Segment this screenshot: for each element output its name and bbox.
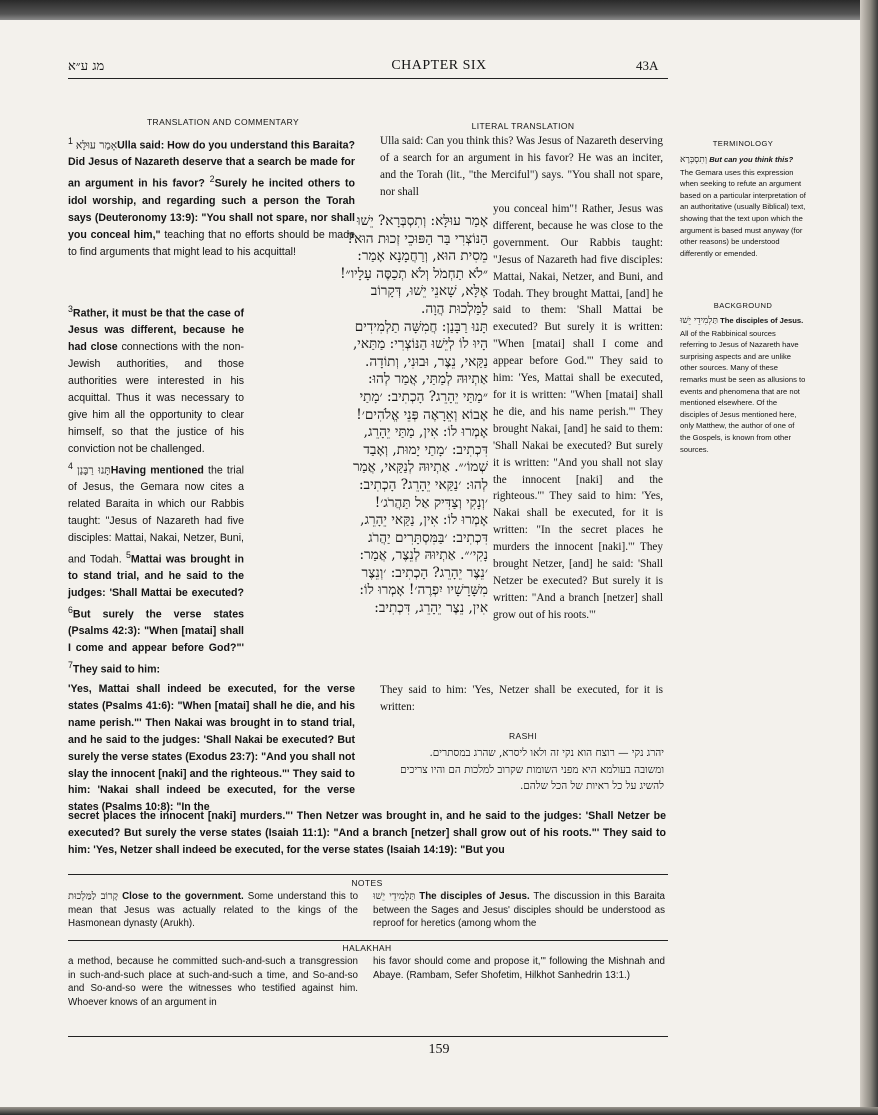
folio-reference: מג ע״א	[68, 59, 105, 74]
scan-right-edge	[860, 0, 878, 1115]
commentary-lower	[68, 681, 355, 816]
background-body: All of the Rabbinical sources referring to Jesus of Nazareth have surprising aspects and are unlike other sources. Many of these remarks must be seen as allusions to events and phenomena that are not mentioned elsewhere. Of the disciples of Jesus mentioned here, only Matthew, the author of one of the Gospels, is known from other sources.	[680, 328, 806, 454]
notes-right-headword: The disciples of Jesus.	[419, 891, 530, 902]
commentary-p2-e: They said to him:	[72, 663, 161, 676]
footer-rule	[68, 1036, 668, 1037]
page-number: 159	[428, 1042, 450, 1057]
commentary-p1-d: Rather, it must be that the case of Jesus was different, because he had close	[68, 307, 244, 354]
page-reference: 43A	[636, 58, 659, 73]
notes-right	[373, 890, 665, 931]
commentary-p2-c: Mattai was brought in to stand trial, and he said to the judges: 'Shall Mattai be executed?	[68, 553, 244, 600]
terminology-entry	[680, 154, 806, 259]
hebrew-line: ״מַתַּי יֵהָרֵג? הָכְתִיב: ׳מָתַי	[359, 388, 488, 405]
commentary-p2-b: the trial of Jesus, the Gemara now cites a related Baraita in which our Rabbis taught: "Jesus of Nazareth had five disciples: Mattai, Nakai, Netzer, Buni, and Todah.	[68, 464, 244, 566]
hebrew-line: נָקִי׳״. אַתְיוּהּ לְנֵצֶר, אֲמַר:	[359, 547, 488, 564]
literal-bottom: They said to him: 'Yes, Netzer shall be executed, for it is written:	[380, 684, 663, 713]
notes-label: NOTES	[351, 878, 383, 888]
hebrew-line: לְהוּ: ׳נַקַּאי יֵהָרֵג? הָכְתִיב:	[358, 476, 488, 493]
notes-right-hebrew: תַּלְמִידֵי יֵשׁוּ	[373, 891, 416, 902]
commentary-p1-a: Ulla said: How do you understand this Baraita? Did Jesus of Nazareth deserve that a search be made for an argument in his favor?	[68, 139, 355, 190]
literal-label: LITERAL TRANSLATION	[471, 121, 575, 131]
hebrew-line: ׳וְנָקִי וְצַדִּיק אַל תַּהֲרֹג׳!	[374, 494, 488, 511]
commentary-full-width	[68, 808, 666, 859]
background-label: BACKGROUND	[713, 301, 773, 310]
hebrew-line: אָבוֹא וְאֵרָאֶה פְּנֵי אֱלֹהִים׳!	[356, 406, 488, 423]
hebrew-line: מִשָּׁרָשָׁיו יִפְרֶה׳! אָמְרוּ לוֹ:	[359, 582, 488, 599]
notes-left	[68, 890, 358, 931]
halakhah-label: HALAKHAH	[342, 943, 392, 953]
commentary-p2-d: But surely the verse states (Psalms 42:3): "When [matai] shall I come and appear before God?"'	[68, 608, 244, 655]
notes-left-body: Some understand this to mean that Jesus was actually related to the kings of the Hasmonean dynasty (Arukh).	[68, 891, 359, 930]
terminology-body: The Gemara uses this expression when seeking to refute an argument based on a particular interpretation of an authoritative (usually Biblical) text, showing that the text upon which the argument is based must anyway (for other reasons) be understood differently or emended.	[680, 167, 806, 258]
literal-side: you conceal him"! Rather, Jesus was different, because he was close to the government. Our Rabbis taught: "Jesus of Nazareth had five disciples: Mattai, Nakai, Netzer, and Buni, and Todah. They brought Mattai, [and] he said to them: 'Shall Mattai be executed? But surely it is written: "When [matai] shall I come and appear before God."' They said to him: 'Yes, Mattai shall be executed, for it is written: "When [matai] shall he die, and his name perish."' They brought Nakai, [and] he said to them: 'Shall Nakai be executed? But surely it is written: "And you shall not slay the innocent [naki] and the righteous."' They said to him: 'Yes, Nakai shall be executed, for it is written: "In the secret places he murders the innocent [naki]."' They brought Netzer, [and] he said: 'Shall Netzer be executed? But surely it is written: "And a branch [netzer] shall grow out of his roots."'	[493, 203, 663, 621]
commentary-upper: אָמַר עוּלָּא $^1$ Ulla said: How do you understand this Baraita? Did Jesus of Nazareth deserve that a search be made for an argument in his favor? $^2$Surely he incited others to idol worship, and regarding such a person the Torah says (Deuteronomy 13:9): "You shall not spare, nor shall you conceal him," teaching that no efforts should be made to find arguments that might lead to his acquittal!	[68, 136, 355, 258]
halakhah-rule	[68, 940, 668, 941]
hebrew-line: ׳נֵצֶר יֵהָרֵג? הָכְתִיב: ׳וְנֵצֶר	[361, 564, 488, 581]
commentary-p3: 'Yes, Mattai shall indeed be executed, for the verse states (Psalms 41:6): "When [matai] shall he die, and his name perish."' Then Nakai was brought in to stand trial, and he said to the judges: 'Shall Nakai be executed? But surely the verse states (Exodus 23:7): "And you shall not slay the innocent [naki] and the righteous."' They said to him: 'Nakai shall indeed be executed, for the verse states (Psalms 10:8): "In the	[68, 683, 356, 814]
commentary-narrow: $^3$Rather, it must be that the case of Jesus was different, because he had close connections with the non-Jewish authorities, and those authorities were interested in his acquittal. Thus it was necessary to give him all the opportunity to clear himself, so that the justice of his conviction not be challenged. תָּנוּ רַבָּנַן $^4$ Having mentioned the trial of Jesus, the Gemara now cites a related Baraita in which our Rabbis taught: "Jesus of Nazareth had five disciples: Mattai, Nakai, Netzer, Buni, and Todah. $^5$Mattai was brought in to stand trial, and he said to the judges: 'Shall Mattai be executed? $^6$But surely the verse states (Psalms 42:3): "When [matai] shall I come and appear before God?"' $^7$They said to him:	[68, 304, 244, 676]
rashi-line: להשיג על כל ראיות של הכל שלהם.	[519, 780, 664, 792]
terminology-hebrew: וְתִסְבְּרָא	[680, 155, 708, 165]
notes-right-body: The discussion in this Baraita between the Sages and Jesus' disciples should be understood as reproof for heretics (among whom the	[373, 891, 666, 930]
notes-left-hebrew: קָרוֹב לַמַּלְכוּת	[68, 891, 118, 902]
terminology-headword: But can you think this?	[709, 155, 794, 164]
notes-left-headword: Close to the government.	[122, 891, 244, 902]
rashi-line: יהרג נקי — רוצח הוא נקי זה ולאו ליסרא, שהרג במסתרים.	[429, 747, 664, 759]
talmud-hebrew-text	[250, 213, 488, 618]
hebrew-line: אָמַר עוּלָּא: וְתִסְבְּרָא? יֵשׁוּ	[357, 213, 488, 229]
commentary-p1-e: connections with the non-Jewish authorities, and those authorities were interested in his acquittal. Thus it was necessary to give him all the opportunity to clear himself, so that the justice of his conviction not be challenged.	[68, 341, 244, 455]
commentary-p1-c: teaching that no efforts should be made to find arguments that might lead to his acquittal!	[68, 228, 355, 258]
scan-top-edge	[0, 0, 878, 20]
hebrew-line: אַתְיוּהּ לְמַתַּי, אֲמַר לְהוּ:	[368, 371, 488, 388]
rashi-commentary	[370, 745, 664, 795]
header-rule	[68, 78, 668, 79]
hebrew-line: נַקַּאי, נֵצֶר, וּבוּנִי, וְתוֹדָה.	[365, 353, 488, 370]
hebrew-line: הַנּוֹצְרִי בַּר הַפּוּכֵי זְכוּת הוּא?	[346, 230, 488, 247]
commentary-p5: They said to him: 'Yes, Netzer shall indeed be executed, for the verse states (Isaiah 14:19): "But you	[68, 826, 666, 856]
commentary-p4: secret places the innocent [naki] murders."' Then Netzer was brought in, and he said to the judges: 'Shall Netzer be executed? But surely the verse states (Isaiah 11:1): "And a branch [netzer] shall grow out of his roots."'	[68, 810, 666, 839]
rashi-label: RASHI	[509, 731, 537, 741]
hebrew-line: תָּנוּ רַבָּנַן: חֲמִשָּׁה תַלְמִידִים	[354, 318, 488, 335]
terminology-label: TERMINOLOGY	[712, 139, 774, 148]
notes-rule	[68, 874, 668, 875]
commentary-p1-hebrew: אָמַר עוּלָּא	[75, 139, 118, 152]
background-headword: The disciples of Jesus.	[720, 316, 804, 325]
hebrew-line: דִּכְתִיב: ׳מָתַי יָמוּת, וְאָבַד	[363, 441, 488, 458]
rashi-line: ומשובה בעולמא היא מפני השומות שקרוב למלכות הם והיו צריכים	[400, 763, 664, 776]
hebrew-line: ״לֹא תַחְמֹל וְלֹא תְכַסֶּה עָלָיו״!	[340, 265, 488, 282]
background-hebrew: תַּלְמִידֵי יֵשׁוּ	[680, 316, 718, 326]
commentary-p1-b: Surely he incited others to idol worship, and regarding such a person the Torah says (Deuteronomy 13:9): "You shall not spare, nor shall you conceal him,"	[68, 177, 355, 241]
hebrew-line: מֵסִית הוּא, וְרַחֲמָנָא אָמַר:	[357, 248, 488, 265]
halakhah-left: a method, because he committed such-and-such a transgression in such-and-such place at such-and-such a time, and So-and-so and So-and-so were the witnesses who testified against him. Whoever knows of an argument in	[68, 956, 358, 1008]
literal-top: Ulla said: Can you think this? Was Jesus of Nazareth deserving of a search for an argument in his favor? He was an inciter, and the Torah (lit., "the Merciful") says. "You shall not spare, nor shall	[380, 135, 663, 198]
hebrew-line: אָמְרוּ לוֹ: אִין, נַקַּאי יֵהָרֵג,	[360, 512, 488, 529]
halakhah-right: his favor should come and propose it,'" following the Mishnah and Abaye. (Rambam, Sefer Shofetim, Hilkhot Sanhedrin 13:1.)	[373, 956, 665, 981]
hebrew-line: שְׁמוֹ׳״. אַתְיוּהּ לְנַקַּאי, אֲמַר	[352, 459, 488, 476]
scan-bottom-edge	[0, 1107, 878, 1115]
hebrew-line: דִּכְתִיב: ׳בַּמִּסְתָּרִים יַהֲרֹג	[368, 529, 488, 546]
translation-label: TRANSLATION AND COMMENTARY	[146, 117, 300, 127]
hebrew-line: לַמַּלְכוּת הֲוָה.	[421, 300, 488, 317]
commentary-p2-hebrew: תָּנוּ רַבָּנַן	[77, 464, 111, 477]
background-entry	[680, 315, 806, 455]
hebrew-line: הָיוּ לוֹ לְיֵשׁוּ הַנּוֹצְרִי: מַתַּאי,	[352, 336, 488, 353]
hebrew-line: אֶלָּא, שָׁאנֵי יֵשׁוּ, דְּקָרוֹב	[370, 283, 488, 300]
hebrew-line: אִין, נֵצֶר יֵהָרֵג, דִּכְתִיב:	[374, 600, 488, 617]
hebrew-line: אָמְרוּ לוֹ: אִין, מַתַּי יֵהָרֵג,	[363, 424, 488, 441]
commentary-p2-a: Having mentioned	[110, 464, 204, 477]
chapter-title: CHAPTER SIX	[391, 58, 487, 73]
